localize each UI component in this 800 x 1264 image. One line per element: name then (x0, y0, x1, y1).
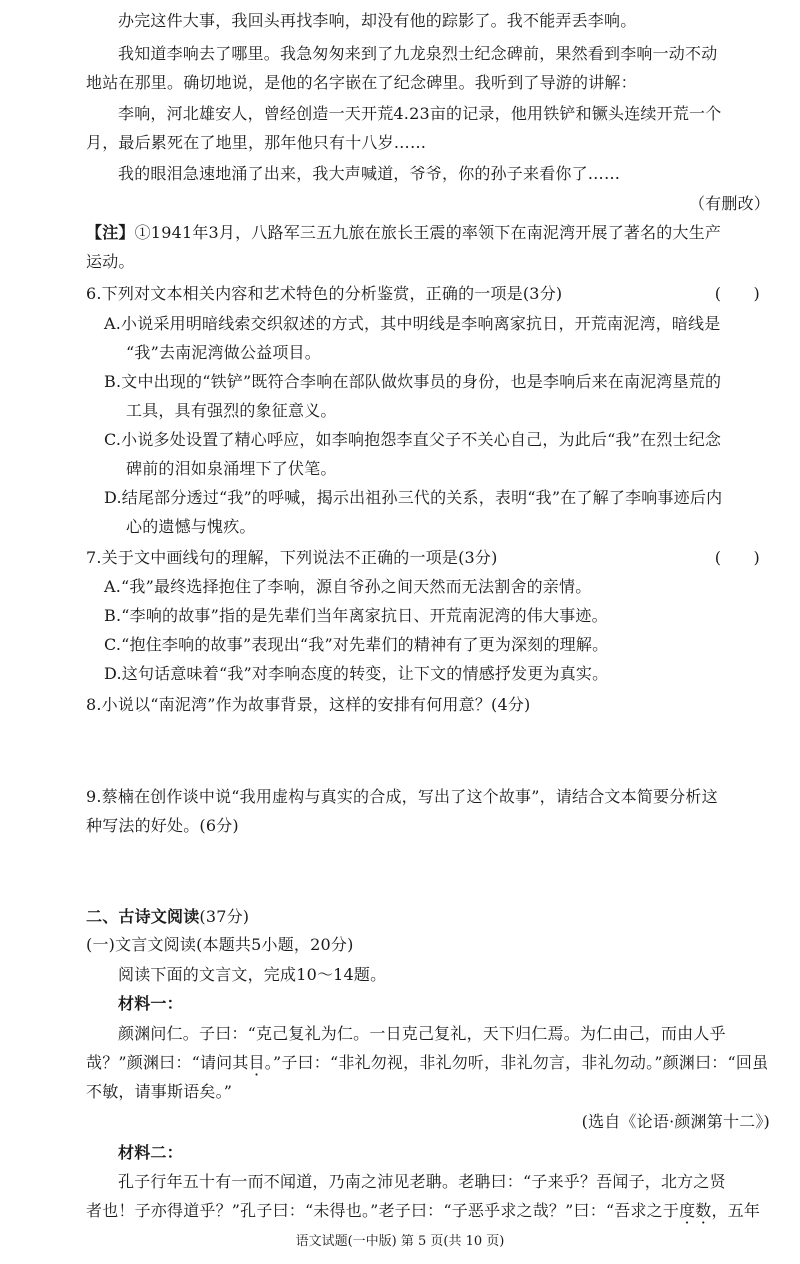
page-footer: 语文试题(一中版) 第 5 页(共 10 页) (295, 1234, 505, 1249)
material-2-line-2-part-a: 者也！子亦得道乎？”孔子曰：“未得也。”老子曰：“子恶乎求之哉？”曰：“吾求之于 (86, 1201, 680, 1220)
material-1-title: 材料一： (118, 994, 183, 1013)
question-6-option-c-line-2: 碑前的泪如泉涌埋下了伏笔。 (126, 459, 337, 478)
story-paragraph-3-line-2: 月，最后累死在了地里，那年他只有十八岁…… (86, 133, 427, 152)
emphasized-character: 度 (679, 1201, 696, 1220)
story-paragraph-4: 我的眼泪急速地涌了出来，我大声喊道，爷爷，你的孙子来看你了…… (118, 164, 621, 183)
annotation-text: ①1941年3月，八路军三五九旅在旅长王震的率领下在南泥湾开展了著名的大生产 (134, 223, 722, 242)
question-7-option-c: C.“抱住李响的故事”表现出“我”对先辈们的精神有了更为深刻的理解。 (104, 635, 609, 654)
question-8-stem: 8.小说以“南泥湾”作为故事背景，这样的安排有何用意？(4分) (86, 695, 531, 714)
reading-instruction: 阅读下面的文言文，完成10～14题。 (118, 965, 387, 984)
question-6-option-b-line-2: 工具，具有强烈的象征意义。 (126, 401, 337, 420)
material-2-title: 材料二： (118, 1143, 183, 1162)
question-6-option-a-line-1: A.小说采用明暗线索交织叙述的方式，其中明线是李响离家抗日，开荒南泥湾，暗线是 (104, 314, 721, 333)
question-7-option-b: B.“李响的故事”指的是先辈们当年离家抗日、开荒南泥湾的伟大事迹。 (104, 606, 608, 625)
material-1-line-2-part-b: 。”子曰：“非礼勿视，非礼勿听，非礼勿言，非礼勿动。”颜渊曰：“回虽 (264, 1053, 769, 1072)
material-1-line-2-part-a: 哉？”颜渊曰：“请问其 (86, 1053, 249, 1072)
question-9-line-1: 9.蔡楠在创作谈中说“我用虚构与真实的合成，写出了这个故事”，请结合文本简要分析这 (86, 787, 718, 806)
emphasized-character: 目 (248, 1053, 265, 1072)
section-2-title: 二、古诗文阅读 (86, 907, 200, 926)
story-paragraph-2-line-2: 地站在那里。确切地说，是他的名字嵌在了纪念碑里。我听到了导游的讲解： (86, 73, 637, 92)
question-6-option-d-line-1: D.结尾部分透过“我”的呼喊，揭示出祖孙三代的关系，表明“我”在了解了李响事迹后内 (104, 488, 723, 507)
question-7-stem: 7.关于文中画线句的理解，下列说法不正确的一项是(3分) (86, 548, 498, 567)
annotation-line-1 (86, 222, 721, 244)
material-1-line-1: 颜渊问仁。子曰：“克己复礼为仁。一日克己复礼，天下归仁焉。为仁由己，而由人乎 (118, 1024, 726, 1043)
emphasized-character: 数 (695, 1201, 712, 1220)
question-9-line-2: 种写法的好处。(6分) (86, 816, 239, 835)
material-1-source: (选自《论语·颜渊第十二》) (581, 1112, 770, 1131)
material-2-line-2 (86, 1200, 760, 1222)
section-2-score: (37分) (199, 907, 250, 926)
question-6-option-b-line-1: B.文中出现的“铁铲”既符合李响在部队做炊事员的身份，也是李响后来在南泥湾垦荒的 (104, 372, 722, 391)
story-paragraph-3-line-1: 李响，河北雄安人，曾经创造一天开荒4.23亩的记录，他用铁铲和镢头连续开荒一个 (118, 104, 722, 123)
material-1-line-3: 不敏，请事斯语矣。” (86, 1082, 233, 1101)
section-2-heading (86, 906, 249, 928)
source-note: （有删改） (688, 194, 770, 213)
question-6-stem: 6.下列对文本相关内容和艺术特色的分析鉴赏，正确的一项是(3分) (86, 284, 563, 303)
material-2-line-2-part-b: ，五年 (711, 1201, 761, 1220)
question-7-option-d: D.这句话意味着“我”对李响态度的转变，让下文的情感抒发更为真实。 (104, 664, 609, 683)
annotation-line-2: 运动。 (86, 252, 135, 271)
annotation-tag: 【注】 (86, 223, 135, 242)
question-7-option-a: A.“我”最终选择抱住了李响，源自爷孙之间天然而无法割舍的亲情。 (104, 577, 592, 596)
story-paragraph-1: 办完这件大事，我回头再找李响，却没有他的踪影了。我不能弄丢李响。 (118, 11, 637, 30)
story-paragraph-2-line-1: 我知道李响去了哪里。我急匆匆来到了九龙泉烈士纪念碑前，果然看到李响一动不动 (118, 44, 718, 63)
question-7-answer-bracket[interactable]: ( ) (714, 548, 760, 567)
question-6-answer-bracket[interactable]: ( ) (714, 284, 760, 303)
question-6-option-a-line-2: “我”去南泥湾做公益项目。 (126, 343, 321, 362)
subsection-heading: (一)文言文阅读(本题共5小题，20分) (86, 935, 354, 954)
material-2-line-1: 孔子行年五十有一而不闻道，乃南之沛见老聃。老聃曰：“子来乎？吾闻子，北方之贤 (118, 1172, 726, 1191)
material-1-line-2 (86, 1052, 768, 1074)
question-6-option-c-line-1: C.小说多处设置了精心呼应，如李响抱怨李直父子不关心自己，为此后“我”在烈士纪念 (104, 430, 722, 449)
question-6-option-d-line-2: 心的遗憾与愧疚。 (126, 517, 256, 536)
